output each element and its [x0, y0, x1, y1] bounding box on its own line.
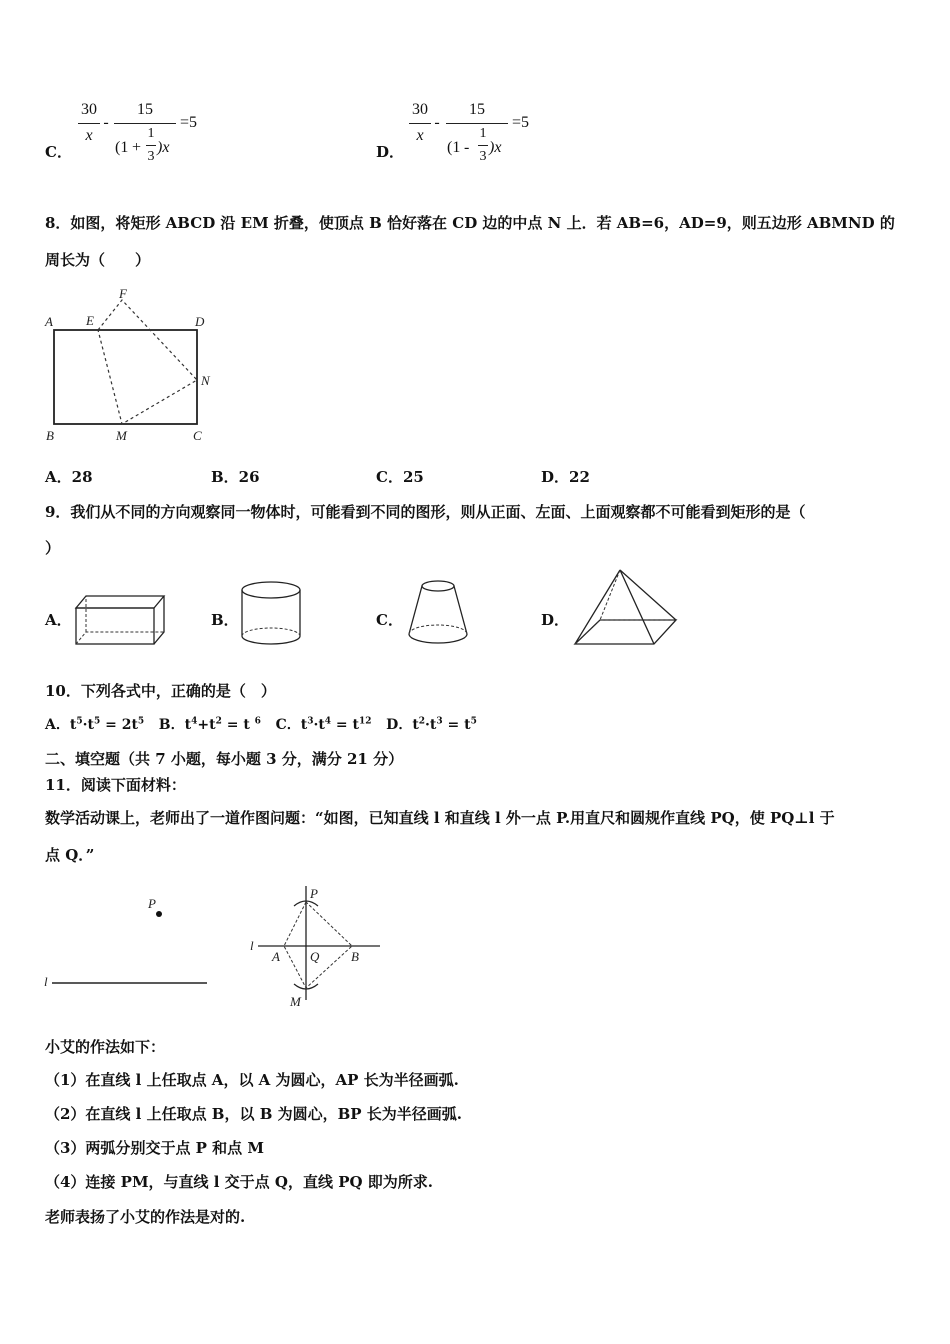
label-m: M [116, 428, 127, 443]
q7-option-c-label: C． [45, 143, 72, 161]
q10-options: A．$t^5\cdot t^5 = 2t^5$ B．$t^4+t^2 = t$ $^6$ C．$t^3\cdot t^4 = t^{12}$ D．$t^2\cdot t^3 = t^5$ [45, 716, 477, 733]
q11-paragraph-line1: 数学活动课上，老师出了一道作图问题：“如图，已知直线 l 和直线 l 外一点 P.用直尺和圆规作直线 PQ，使 PQ⊥l 于 [45, 809, 835, 827]
frac-numerator: 30 [81, 101, 97, 118]
small-frac-denominator: 3 [147, 149, 155, 164]
equals-value: =5 [512, 114, 530, 131]
label-a: A [272, 949, 280, 964]
small-frac-numerator: 1 [479, 126, 487, 141]
q9-option-d-label: D． [541, 611, 570, 629]
frac-denominator: x [416, 127, 424, 144]
denominator-right: )x [489, 139, 502, 156]
q9-frustum-figure [402, 576, 474, 652]
denominator-operator: - [464, 139, 470, 156]
q11-method-title: 小艾的作法如下： [45, 1038, 166, 1056]
q9-option-b-label: B． [211, 611, 239, 629]
label-b: B [46, 428, 54, 443]
label-p: P [148, 896, 156, 911]
q11-step-4: （4）连接 PM，与直线 l 交于点 Q，直线 PQ 即为所求. [45, 1173, 433, 1191]
q11-step-2: （2）在直线 l 上任取点 B，以 B 为圆心，BP 长为半径画弧. [45, 1105, 463, 1123]
denominator-left: (1 [447, 139, 461, 156]
label-f: F [119, 286, 127, 301]
label-l: l [44, 974, 48, 989]
denominator-operator: + [132, 139, 142, 156]
q8-rectangle-fold-figure [40, 284, 230, 449]
small-frac-denominator: 3 [479, 149, 487, 164]
q11-step-1: （1）在直线 l 上任取点 A，以 A 为圆心，AP 长为半径画弧. [45, 1071, 459, 1089]
q8-stem-line2: 周长为（ ） [45, 251, 151, 269]
q9-option-c-label: C． [376, 611, 403, 629]
q9-stem-line2: ） [45, 539, 61, 557]
label-e: E [86, 313, 94, 328]
q7-option-d-label: D． [376, 143, 405, 161]
minus-sign: - [103, 114, 109, 131]
frac-numerator: 30 [412, 101, 428, 118]
q10-stem: 10．下列各式中，正确的是（ ） [45, 682, 276, 700]
q11-step-3: （3）两弧分别交于点 P 和点 M [45, 1139, 264, 1157]
q8-stem-line1: 8．如图，将矩形 ABCD 沿 EM 折叠，使顶点 B 恰好落在 CD 边的中点 N 上．若 AB=6，AD=9，则五边形 ABMND 的 [45, 214, 895, 232]
label-d: D [195, 314, 205, 329]
q11-conclusion: 老师表扬了小艾的作法是对的. [45, 1208, 246, 1226]
label-l: l [250, 938, 254, 953]
q11-title: 11．阅读下面材料： [45, 776, 186, 794]
label-q: Q [310, 949, 320, 964]
minus-sign: - [434, 114, 440, 131]
denominator-right: )x [157, 139, 170, 156]
q8-option-d: D．22 [541, 468, 590, 486]
q9-cylinder-figure [236, 578, 308, 652]
q11-construction-figure [248, 884, 384, 1012]
frac-numerator: 15 [469, 101, 485, 118]
section-heading: 二、填空题（共 7 小题，每小题 3 分，满分 21 分） [45, 750, 404, 768]
label-a: A [45, 314, 53, 329]
q11-paragraph-line2: 点 Q．” [45, 846, 95, 864]
q9-stem-line1: 9．我们从不同的方向观察同一物体时，可能看到不同的图形，则从正面、左面、上面观察都不可能看到矩形的是（ [45, 503, 806, 521]
q9-pyramid-figure [570, 564, 682, 650]
frac-numerator: 15 [137, 101, 153, 118]
q11-given-figure [40, 888, 215, 998]
q8-option-b: B．26 [211, 468, 260, 486]
q9-cuboid-figure [70, 588, 170, 650]
label-b: B [351, 949, 359, 964]
equals-value: =5 [180, 114, 198, 131]
label-n: N [201, 373, 210, 388]
small-frac-numerator: 1 [147, 126, 155, 141]
frac-denominator: x [85, 127, 93, 144]
label-m: M [290, 994, 301, 1009]
q8-option-a: A．28 [45, 468, 93, 486]
label-c: C [193, 428, 202, 443]
q8-option-c: C．25 [376, 468, 424, 486]
denominator-left: (1 [115, 139, 129, 156]
label-p: P [310, 886, 318, 901]
q9-option-a-label: A． [45, 611, 72, 629]
